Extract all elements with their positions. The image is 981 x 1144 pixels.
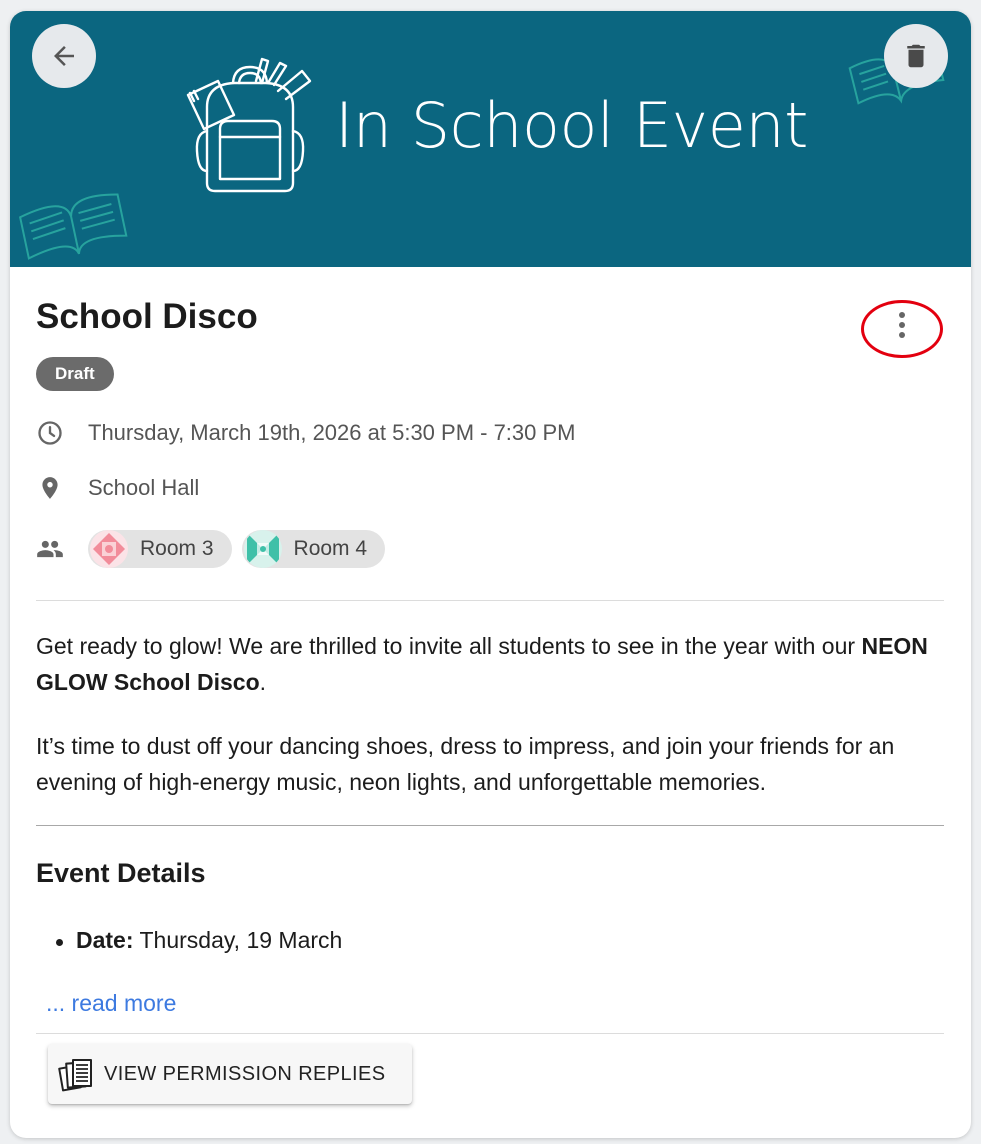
event-details-heading: Event Details [36, 858, 206, 888]
people-icon [36, 535, 64, 563]
description-paragraph [36, 628, 948, 700]
location-pin-icon [36, 474, 64, 502]
description-paragraph: It’s time to dust off your dancing shoes, dress to impress, and join your friends for an evening of high-energy music, neon lights, and unforgettable memories. [36, 733, 895, 795]
arrow-left-icon [49, 41, 79, 71]
room-chip[interactable] [242, 530, 386, 568]
trash-icon [901, 41, 931, 71]
detail-label: Date: [76, 927, 134, 953]
event-datetime: Thursday, March 19th, 2026 at 5:30 PM - 7:30 PM [88, 420, 576, 445]
back-button[interactable] [32, 24, 96, 88]
description-bold-text: NEON GLOW School Disco [36, 633, 928, 695]
banner-title: In School Event [335, 89, 808, 162]
room-avatar [90, 530, 128, 568]
divider [36, 1033, 944, 1034]
event-datetime-row [36, 419, 576, 447]
event-rooms-row [36, 530, 385, 568]
clock-icon [36, 419, 64, 447]
divider [36, 825, 944, 826]
view-permission-replies-button[interactable] [48, 1044, 412, 1104]
view-permission-replies-label: VIEW PERMISSION REPLIES [104, 1062, 386, 1085]
status-badge: Draft [36, 357, 114, 391]
event-card [10, 11, 971, 1138]
highlight-annotation [861, 300, 943, 358]
event-banner [10, 11, 971, 267]
event-location: School Hall [88, 475, 200, 500]
room-chip[interactable] [88, 530, 232, 568]
divider [36, 600, 944, 601]
room-avatar [244, 530, 282, 568]
room-chip-label: Room 3 [140, 537, 214, 560]
description-text: Get ready to glow! We are thrilled to invite all students to see in the year with our [36, 633, 862, 659]
delete-button[interactable] [884, 24, 948, 88]
documents-stack-icon [58, 1055, 96, 1093]
room-chip-label: Room 4 [293, 537, 368, 560]
read-more-link[interactable]: ... read more [46, 990, 177, 1016]
event-location-row [36, 474, 199, 502]
event-title: School Disco [36, 297, 258, 336]
description-text: . [259, 669, 267, 695]
detail-list-item [76, 927, 342, 954]
detail-value: Thursday, 19 March [133, 927, 343, 953]
